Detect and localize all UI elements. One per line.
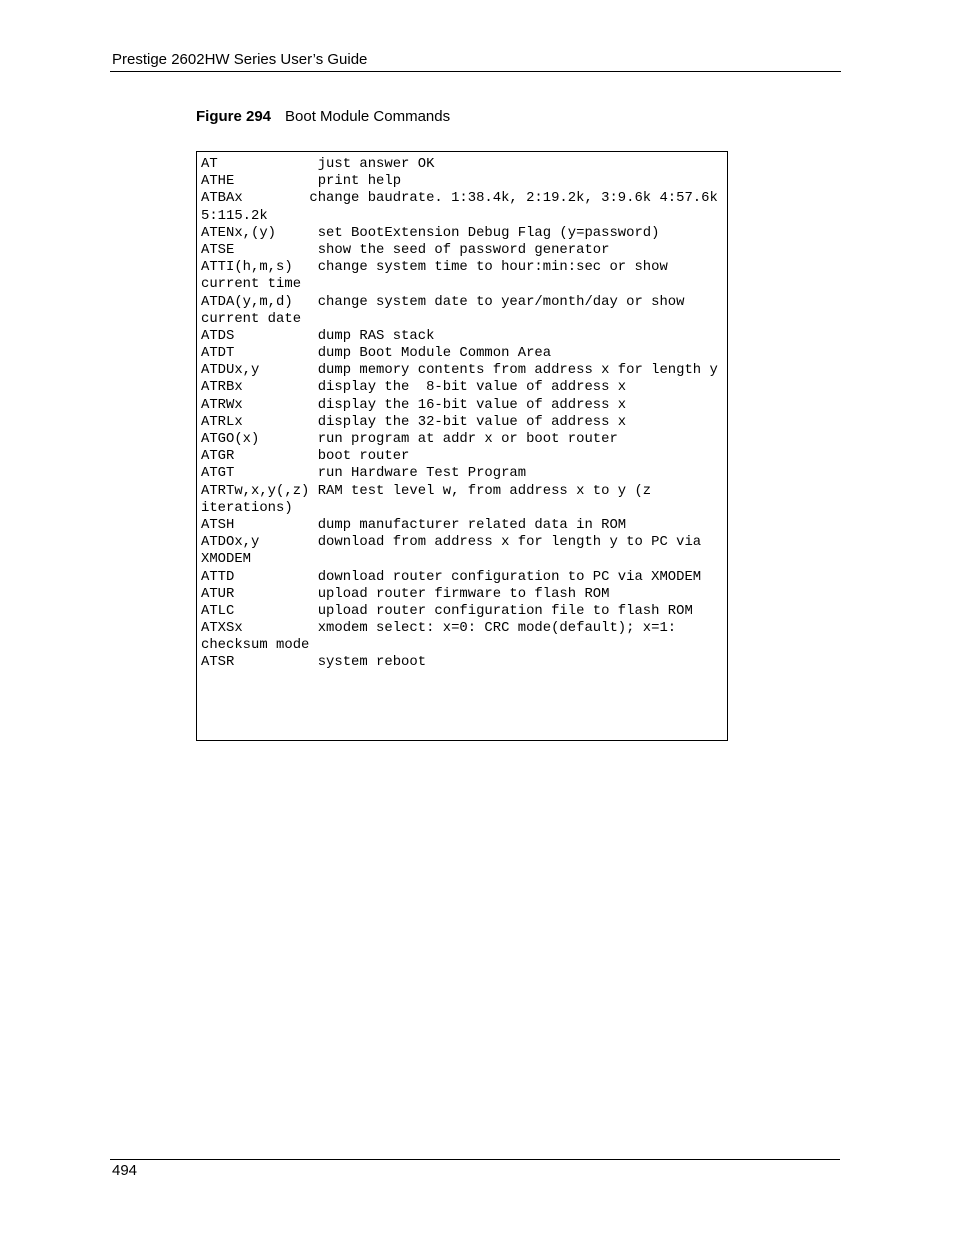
figure-title: Boot Module Commands: [285, 108, 451, 125]
code-line: ATDA(y,m,d) change system date to year/month/day or show: [201, 293, 685, 310]
code-line: ATGT run Hardware Test Program: [201, 465, 527, 482]
code-line: ATXSx xmodem select: x=0: CRC mode(default); x=1:: [201, 620, 677, 637]
header-divider: [110, 71, 841, 72]
code-line: checksum mode: [201, 637, 310, 654]
code-line: ATRBx display the 8-bit value of address x: [201, 379, 627, 396]
code-line: ATBAx change baudrate. 1:38.4k, 2:19.2k, 3:9.6k 4:57.6k: [201, 190, 718, 207]
code-line: ATSE show the seed of password generator: [201, 241, 610, 258]
code-listing-box: [196, 151, 728, 741]
code-line: ATDT dump Boot Module Common Area: [201, 345, 552, 362]
code-line: ATRTw,x,y(,z) RAM test level w, from address x to y (z: [201, 482, 652, 499]
running-header: Prestige 2602HW Series User’s Guide: [112, 51, 368, 68]
code-line: ATUR upload router firmware to flash ROM: [201, 585, 610, 602]
code-line: ATLC upload router configuration file to flash ROM: [201, 602, 693, 619]
code-line: iterations): [201, 499, 293, 516]
figure-label: Figure 294: [196, 108, 272, 125]
code-line: XMODEM: [201, 551, 252, 568]
code-line: ATHE print help: [201, 173, 402, 190]
code-line: ATTI(h,m,s) change system time to hour:min:sec or show: [201, 259, 668, 276]
code-line: ATDUx,y dump memory contents from address x for length y: [201, 362, 718, 379]
code-line: ATRLx display the 32-bit value of address x: [201, 413, 627, 430]
page-number: 494: [112, 1162, 138, 1179]
code-line: ATENx,(y) set BootExtension Debug Flag (y=password): [201, 224, 660, 241]
code-line: ATGO(x) run program at addr x or boot router: [201, 431, 618, 447]
code-line: ATDS dump RAS stack: [201, 327, 435, 344]
code-line: ATGR boot router: [201, 448, 410, 465]
code-line: AT just answer OK: [201, 156, 435, 172]
code-line: current date: [201, 310, 302, 327]
code-line: ATRWx display the 16-bit value of address x: [201, 396, 627, 413]
code-line: ATDOx,y download from address x for length y to PC via: [201, 534, 702, 551]
code-line: 5:115.2k: [201, 207, 268, 224]
code-line: current time: [201, 276, 302, 293]
code-line: ATTD download router configuration to PC via XMODEM: [201, 568, 702, 585]
code-listing: [201, 156, 718, 672]
figure-caption: [196, 108, 450, 125]
code-line: ATSH dump manufacturer related data in ROM: [201, 516, 627, 533]
footer-divider: [110, 1159, 840, 1160]
code-line: ATSR system reboot: [201, 654, 427, 671]
